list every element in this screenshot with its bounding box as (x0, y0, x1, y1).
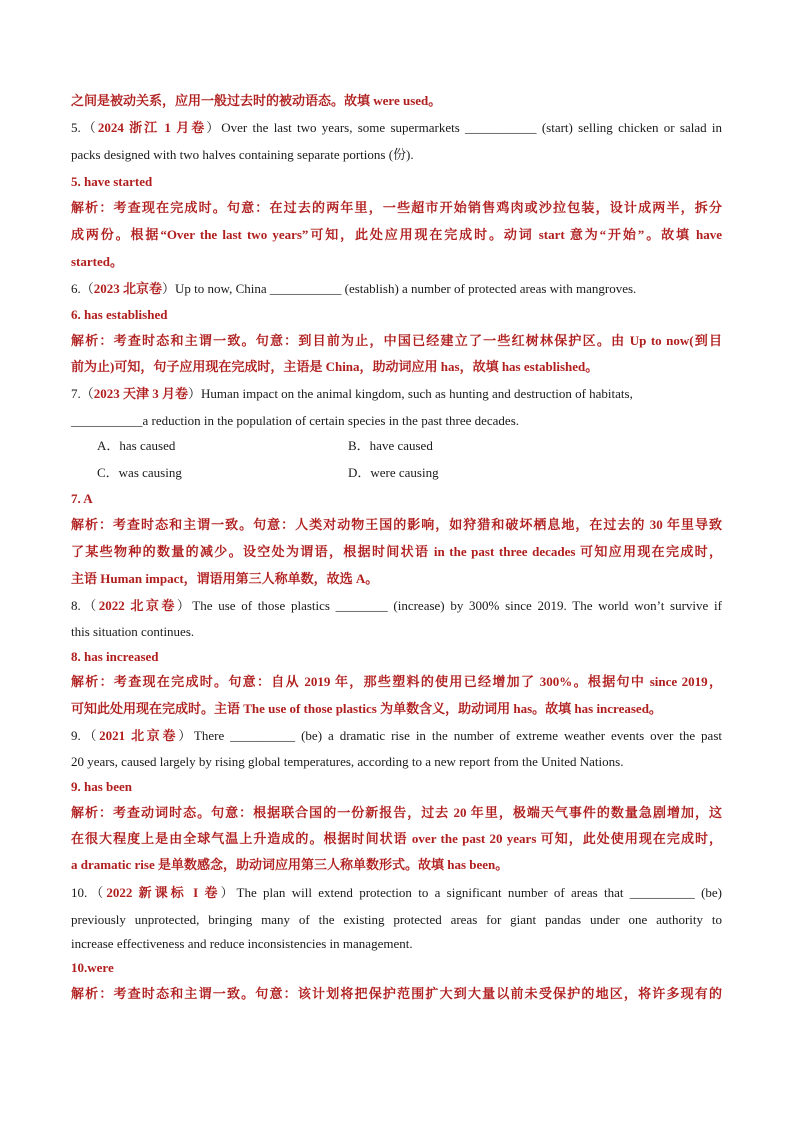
text-line-l28: 在很大程度上是由全球气温上升造成的。根据时间状语 over the past 20 years 可知，此处使用现在完成时， (71, 831, 722, 846)
question-text: 7.（ (71, 386, 94, 401)
text-line-l12 (71, 385, 722, 403)
text-line-l07: started。 (71, 254, 123, 269)
question-text: ）There __________ (be) a dramatic rise in the number of extreme weather events over the past (178, 728, 722, 743)
source-label: 2021 北京卷 (99, 728, 179, 743)
text-line-l32: increase effectiveness and reduce inconsistencies in management. (71, 936, 413, 951)
text-line-l29: a dramatic rise 是单数感念，助动词应用第三人称单数形式。故填 has been。 (71, 857, 509, 872)
text-line-l23: 可知此处用现在完成时。主语 The use of those plastics 为单数含义，助动词用 has。故填 has increased。 (71, 701, 662, 716)
text-line-l16: 解析：考查时态和主谓一致。句意：人类对动物王国的影响，如狩猎和破坏栖息地，在过去的 30 年里导致 (71, 517, 722, 532)
question-text: ）Up to now, China ___________ (establish) a number of protected areas with mangroves. (162, 281, 637, 296)
text-line-l18: 主语 Human impact，谓语用第三人称单数，故选 A。 (71, 571, 379, 586)
question-text: 8.（ (71, 598, 99, 613)
text-line-l30 (71, 884, 722, 902)
question-text: 6.（ (71, 281, 94, 296)
text-line-l05: 解析：考查现在完成时。句意：在过去的两年里，一些超市开始销售鸡肉或沙拉包装，设计成两半，拆分 (71, 200, 722, 215)
option-b: B．have caused (348, 438, 433, 453)
question-text: 9.（ (71, 728, 100, 743)
text-line-l24 (71, 727, 722, 745)
source-label: 2022 北京卷 (98, 598, 177, 613)
text-line-l22: 解析：考查现在完成时。句意：自从 2019 年，那些塑料的使用已经增加了 300%。根据句中 since 2019， (71, 674, 722, 689)
question-text: 5.（ (71, 120, 98, 135)
text-line-l33: 10.were (71, 960, 114, 975)
text-line-l20: this situation continues. (71, 624, 195, 639)
option-d: D．were causing (348, 465, 439, 480)
question-text: ）Over the last two years, some supermarkets ___________ (start) selling chicken or salad in (206, 120, 722, 135)
text-line-l01: 之间是被动关系，应用一般过去时的被动语态。故填 were used。 (71, 93, 442, 108)
text-line-l27: 解析：考查动词时态。句意：根据联合国的一份新报告，过去 20 年里，极端天气事件的数量急剧增加，这 (71, 805, 722, 820)
option-c: C．was causing (97, 465, 182, 480)
text-line-l13: ___________a reduction in the population of certain species in the past three decades. (71, 413, 519, 428)
text-line-l21: 8. has increased (71, 649, 159, 664)
text-line-l31: previously unprotected, bringing many of the existing protected areas for giant pandas under one authority to (71, 912, 722, 927)
text-line-l10: 解析：考查时态和主谓一致。句意：到目前为止，中国已经建立了一些红树林保护区。由 Up to now(到目 (71, 333, 722, 348)
text-line-l03: packs designed with two halves containing separate portions (份). (71, 147, 414, 162)
option-a: A．has caused (97, 438, 176, 453)
text-line-l26: 9. has been (71, 779, 133, 794)
text-line-l19 (71, 597, 722, 615)
text-line-l04: 5. have started (71, 174, 153, 189)
text-line-l02 (71, 119, 722, 137)
source-label: 2023 天津 3 月卷 (93, 386, 189, 401)
question-text: ）Human impact on the animal kingdom, such as hunting and destruction of habitats, (188, 386, 633, 401)
text-line-l17: 了某些物种的数量的减少。设空处为谓语，根据时间状语 in the past three decades 可知应用现在完成时， (71, 544, 722, 559)
text-line-l15: 7. A (71, 491, 93, 506)
text-line-l06: 成两份。根据“Over the last two years”可知，此处应用现在完成时。动词 start 意为“开始”。故填 have (71, 227, 722, 242)
source-label: 2024 浙江 1 月卷 (97, 120, 207, 135)
source-label: 2023 北京卷 (93, 281, 163, 296)
text-line-l25: 20 years, caused largely by rising global temperatures, according to a new report from the United Nations. (71, 754, 624, 769)
source-label: 2022 新课标 I 卷 (106, 885, 221, 900)
text-line-l34: 解析：考查时态和主谓一致。句意：该计划将把保护范围扩大到大量以前未受保护的地区，将许多现有的 (71, 986, 722, 1001)
text-line-l08 (71, 280, 722, 298)
question-text: 10.（ (71, 885, 107, 900)
text-line-l09: 6. has established (71, 307, 168, 322)
text-line-l11: 前为止)可知，句子应用现在完成时，主语是 China，助动词应用 has，故填 has established。 (71, 359, 599, 374)
question-text: ）The use of those plastics ________ (increase) by 300% since 2019. The world won’t survive if (176, 598, 722, 613)
question-text: ）The plan will extend protection to a significant number of areas that __________ (be) (220, 885, 722, 900)
